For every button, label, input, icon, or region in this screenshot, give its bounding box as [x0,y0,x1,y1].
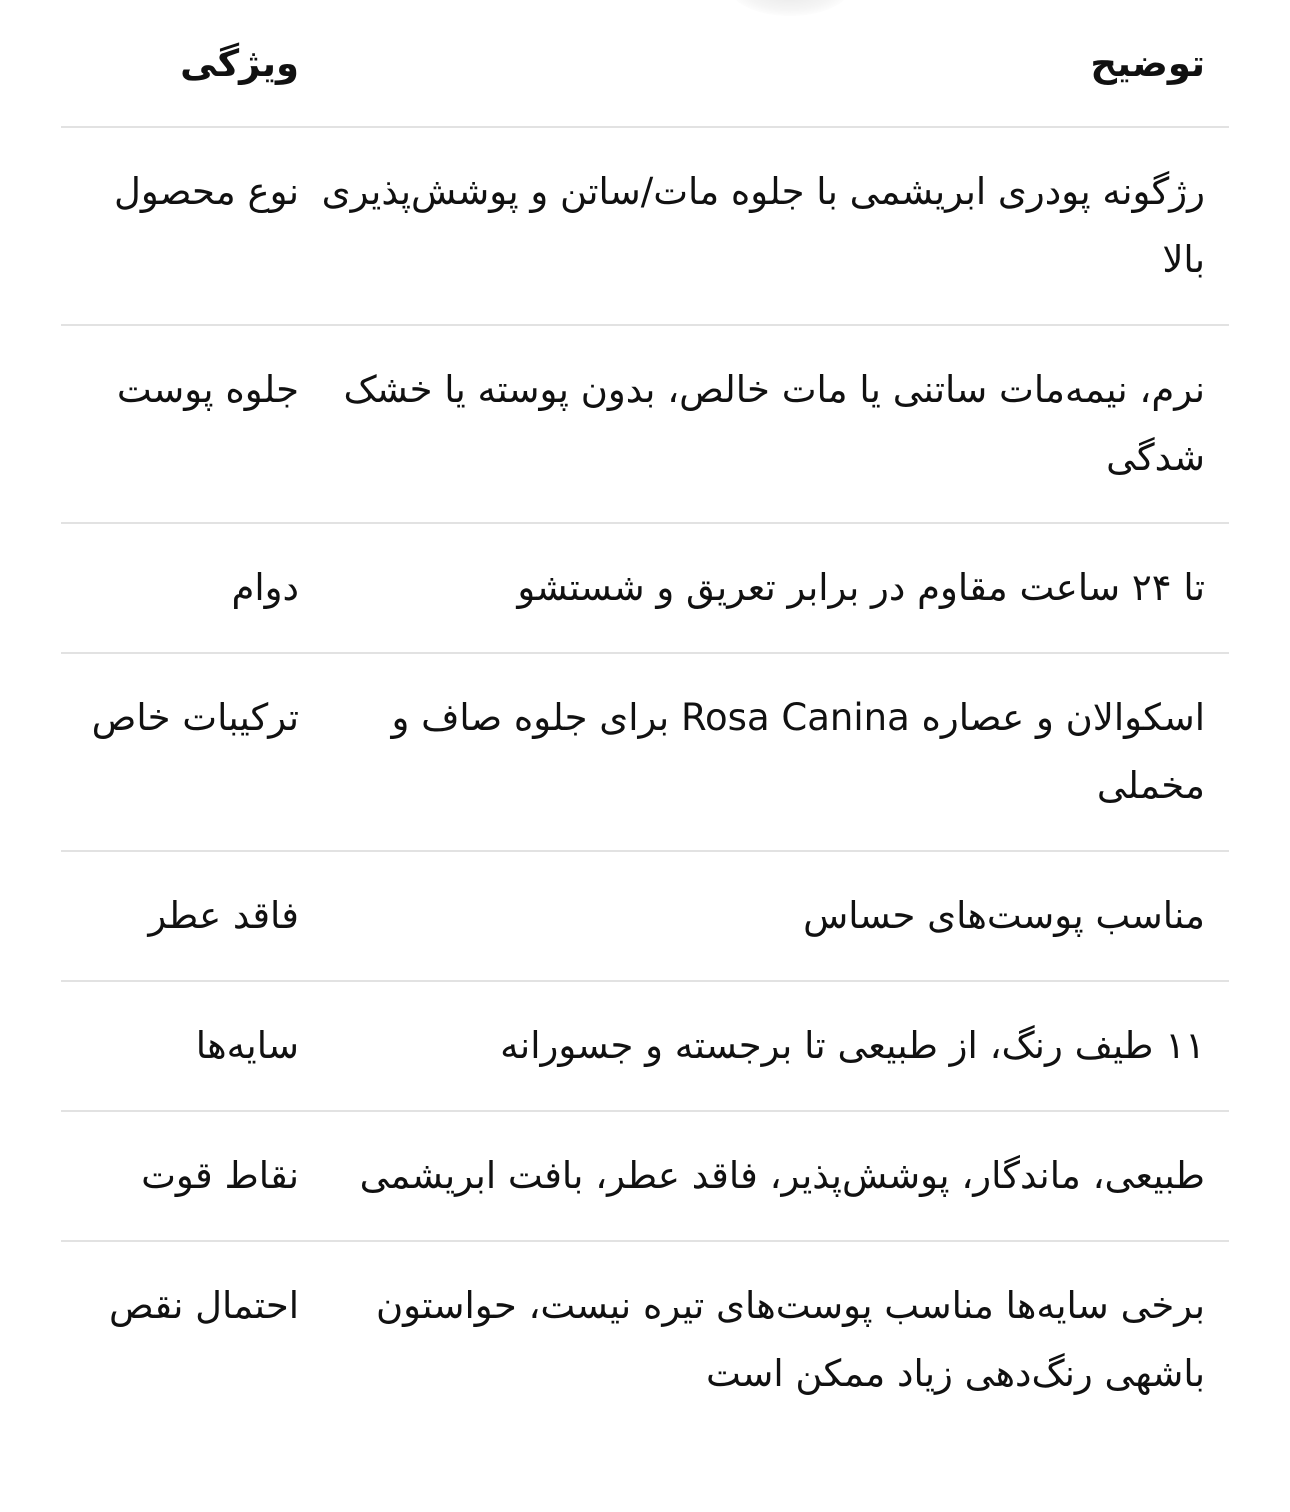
product-features-table [61,0,1229,1438]
row-description: ۱۱ طیف رنگ، از طبیعی تا برجسته و جسورانه [299,981,1229,1111]
row-feature: نقاط قوت [61,1111,299,1241]
row-description: برخی سایه‌ها مناسب پوست‌های تیره نیست، حواستون باشهی رنگ‌دهی زیاد ممکن است [376,1284,1205,1395]
row-feature: جلوه پوست [61,325,299,523]
row-description: طبیعی، ماندگار، پوشش‌پذیر، فاقد عطر، بافت ابریشمی [299,1111,1229,1241]
row-feature: فاقد عطر [61,851,299,981]
header-description: توضیح [299,0,1229,127]
row-feature: نوع محصول [61,127,299,325]
table-row [61,981,1229,1111]
table-header-row [61,0,1229,127]
table-row [61,127,1229,325]
row-description: نرم، نیمه‌مات ساتنی یا مات خالص، بدون پوسته یا خشک شدگی [299,325,1229,523]
header-feature: ویژگی [61,0,299,127]
row-feature: دوام [61,523,299,653]
table-row [61,325,1229,523]
product-features-table-container [61,0,1229,1438]
row-feature: سایه‌ها [61,981,299,1111]
row-description: رژگونه پودری ابریشمی با جلوه مات/ساتن و پوشش‌پذیری بالا [299,127,1229,325]
table-row [61,1241,1229,1438]
table-row [61,1111,1229,1241]
row-feature: ترکیبات خاص [61,653,299,851]
row-description: تا ۲۴ ساعت مقاوم در برابر تعریق و شستشو [299,523,1229,653]
row-description: اسکوالان و عصاره Rosa Canina برای جلوه صاف و مخملی [299,653,1229,851]
table-row [61,523,1229,653]
table-row [61,653,1229,851]
row-description: مناسب پوست‌های حساس [299,851,1229,981]
row-feature: احتمال نقص [109,1284,299,1327]
table-row [61,851,1229,981]
